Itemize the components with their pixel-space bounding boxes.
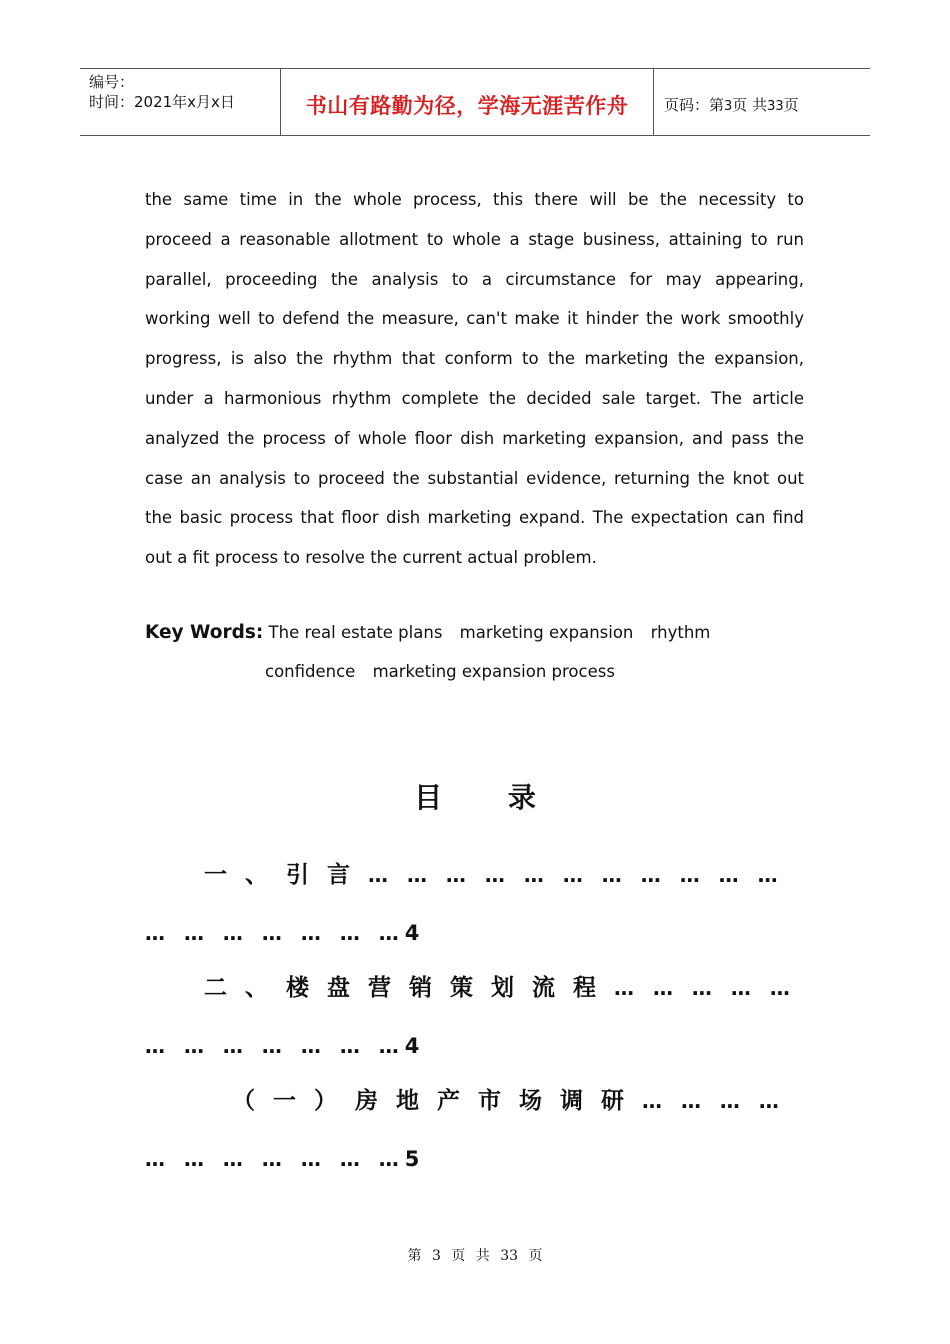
keywords-line-1	[145, 620, 722, 646]
header-time: 时间：2021年x月x日	[89, 93, 235, 111]
toc-entry-continuation	[145, 1144, 419, 1174]
abstract-line: proceed a reasonable allotment to whole a stage business, attaining to run	[145, 229, 804, 249]
abstract-line: the basic process that floor dish marketing expand. The expectation can find	[145, 508, 804, 528]
header-page-current: 3	[724, 99, 733, 114]
abstract-line: working well to defend the measure, can't make it hinder the work smoothly	[145, 309, 804, 329]
abstract-text	[145, 180, 804, 578]
toc-leader: … … … …	[642, 1089, 785, 1113]
keywords-label: Key Words:	[145, 622, 264, 643]
toc-entry-text: （一）房地产市场调研	[232, 1088, 642, 1114]
abstract-line: parallel, proceeding the analysis to a circumstance for may appearing,	[145, 269, 804, 289]
page-header	[80, 68, 870, 136]
toc-leader: … … … … … … …	[145, 921, 405, 945]
header-number: 编号：	[89, 73, 135, 91]
keywords-line-2	[265, 659, 627, 685]
header-page-info	[664, 94, 799, 115]
keyword-item: marketing expansion	[459, 623, 634, 642]
header-page-prefix: 页码：第	[664, 96, 725, 114]
header-motto: 书山有路勤为径，学海无涯苦作舟	[305, 93, 629, 118]
keyword-item: marketing expansion process	[372, 662, 615, 681]
toc-page-number: 5	[404, 1147, 420, 1171]
abstract-line: analyzed the process of whole floor dish marketing expansion, and pass the	[145, 428, 804, 448]
keyword-item: rhythm	[650, 623, 711, 642]
toc-page-number: 4	[404, 1034, 420, 1058]
abstract-line: under a harmonious rhythm complete the decided sale target. The article	[145, 388, 804, 408]
toc-title: 目 录	[414, 781, 564, 814]
toc-entry-continuation	[145, 918, 419, 948]
abstract-line: progress, is also the rhythm that conform to the marketing the expansion,	[145, 349, 804, 369]
toc-entry-continuation	[145, 1031, 419, 1061]
header-page-cell	[654, 69, 870, 135]
header-motto-cell	[281, 69, 654, 135]
header-page-total: 33	[767, 99, 784, 114]
toc-leader: … … … … … … … … … … …	[368, 863, 784, 887]
toc-entry	[204, 860, 784, 890]
toc-leader: … … … … … … …	[145, 1034, 405, 1058]
toc-entry-text: 二、楼盘营销策划流程	[204, 975, 614, 1001]
keyword-item: The real estate plans	[268, 623, 443, 642]
toc-leader: … … … … …	[614, 976, 796, 1000]
abstract-line: out a fit process to resolve the current actual problem.	[145, 548, 597, 568]
toc-leader: … … … … … … …	[145, 1147, 405, 1171]
header-meta	[80, 69, 281, 135]
page-footer: 第 3 页 共 33 页	[407, 1248, 543, 1264]
keyword-item: confidence	[265, 662, 356, 681]
header-page-suffix: 页	[783, 96, 799, 114]
toc-entry-text: 一、引言	[204, 862, 368, 888]
toc-page-number: 4	[404, 921, 420, 945]
header-page-mid: 页 共	[732, 96, 768, 114]
toc-entry	[204, 973, 796, 1003]
abstract-line: case an analysis to proceed the substantial evidence, returning the knot out	[145, 468, 804, 488]
toc-entry	[232, 1086, 785, 1116]
abstract-line: the same time in the whole process, this there will be the necessity to	[145, 190, 804, 209]
